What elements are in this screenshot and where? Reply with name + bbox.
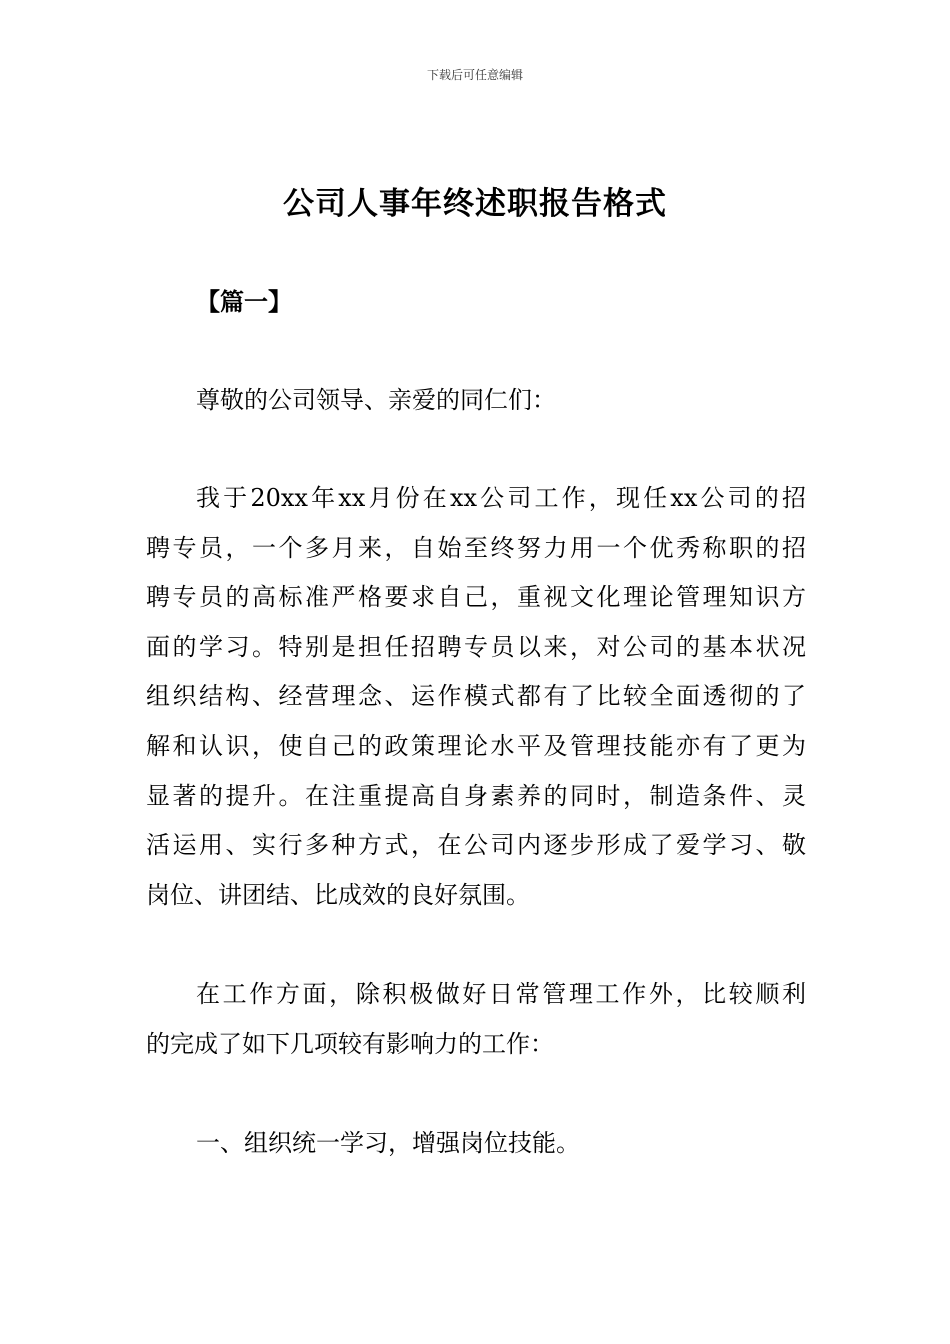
- paragraph-line: 聘专员，一个多月来，自始至终努力用一个优秀称职的招: [146, 534, 806, 562]
- paragraph-line: 的完成了如下几项较有影响力的工作：: [146, 1030, 554, 1058]
- paragraph-line: 聘专员的高标准严格要求自己，重视文化理论管理知识方: [146, 583, 806, 611]
- paragraph-line: 面的学习。特别是担任招聘专员以来，对公司的基本状况: [146, 633, 806, 661]
- paragraph-line: 活运用、实行多种方式，在公司内逐步形成了爱学习、敬: [146, 831, 806, 859]
- greeting-line: 尊敬的公司领导、亲爱的同仁们：: [196, 386, 556, 414]
- paragraph-line: 显著的提升。在注重提高自身素养的同时，制造条件、灵: [146, 782, 806, 810]
- section-label: 【篇一】: [196, 288, 292, 316]
- paragraph-line: 组织结构、经营理念、运作模式都有了比较全面透彻的了: [146, 682, 806, 710]
- paragraph-line: 解和认识，使自己的政策理论水平及管理技能亦有了更为: [146, 732, 806, 760]
- document-title: 公司人事年终述职报告格式: [283, 186, 667, 222]
- list-item-heading: 一、组织统一学习，增强岗位技能。: [196, 1129, 580, 1157]
- paragraph-line: 在工作方面，除积极做好日常管理工作外，比较顺利: [196, 980, 806, 1008]
- paragraph-line: 我于20xx年xx月份在xx公司工作，现任xx公司的招: [196, 484, 806, 512]
- page-header-note: 下载后可任意编辑: [426, 68, 523, 82]
- paragraph-line: 岗位、讲团结、比成效的良好氛围。: [146, 881, 530, 909]
